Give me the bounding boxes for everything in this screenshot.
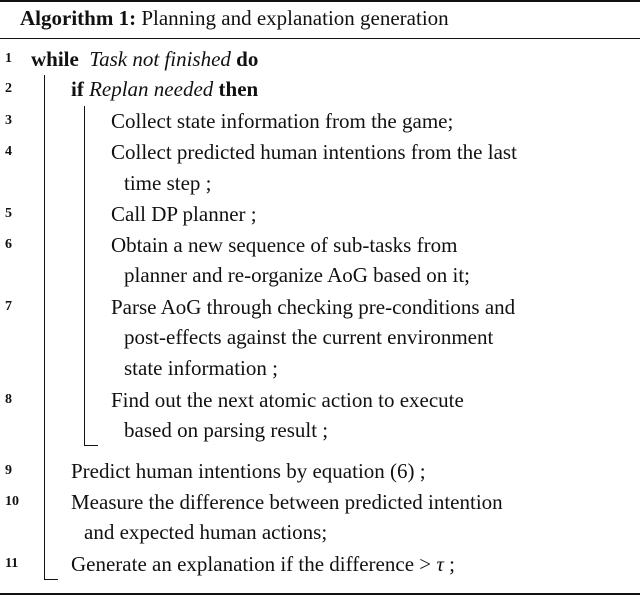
statement-3: Collect state information from the game; [111,109,454,133]
if-keyword: if [71,77,84,101]
statement-6-part-2: planner and re-organize AoG based on it; [124,263,470,287]
statement-11 [71,549,455,579]
statement-5: Call DP planner ; [111,202,257,226]
statement-10-part-1: Measure the difference between predicted intention [71,490,503,514]
then-keyword: then [218,77,259,101]
statement-7-part-2: post-effects against the current environment [124,325,494,349]
statement-6-part-1: Obtain a new sequence of sub-tasks from [111,233,458,257]
statement-4-part-1: Collect predicted human intentions from the last [111,140,517,164]
statement-11-text: Generate an explanation if the difference [71,552,420,576]
if-statement [71,74,258,104]
statement-11-end: ; [443,552,455,576]
statement-4-part-2: time step ; [124,171,212,195]
statement-7-part-3: state information ; [124,356,278,380]
line-number-3: 3 [5,113,12,128]
while-keyword: while [31,47,79,71]
while-block-bracket-end [44,579,58,580]
line-number-1: 1 [5,51,12,66]
if-condition: Replan needed [89,77,214,101]
greater-than-symbol: > [419,552,432,576]
while-block-bracket [44,75,45,579]
statement-9: Predict human intentions by equation (6) ; [71,459,426,483]
line-number-5: 5 [5,206,12,221]
bottom-rule [0,593,640,595]
while-condition: Task not finished [89,47,231,71]
line-number-2: 2 [5,81,12,96]
line-number-7: 7 [5,299,12,314]
statement-8-part-1: Find out the next atomic action to execute [111,388,464,412]
algorithm-caption [20,3,449,33]
line-number-11: 11 [5,556,19,571]
tau-symbol: τ [436,552,444,576]
line-number-8: 8 [5,392,12,407]
line-number-10: 10 [5,494,19,509]
line-number-9: 9 [5,463,12,478]
do-keyword: do [236,47,259,71]
if-block-bracket-end [84,445,98,446]
while-statement [31,44,258,74]
top-rule [0,0,640,2]
statement-10-part-2: and expected human actions; [84,520,328,544]
caption-rule [0,38,640,39]
algorithm-label: Algorithm 1: [20,6,137,30]
line-number-6: 6 [5,237,12,252]
statement-8-part-2: based on parsing result ; [124,418,329,442]
if-block-bracket [84,106,85,445]
statement-7-part-1: Parse AoG through checking pre-conditions and [111,295,516,319]
line-number-4: 4 [5,144,12,159]
algorithm-title: Planning and explanation generation [141,6,449,30]
